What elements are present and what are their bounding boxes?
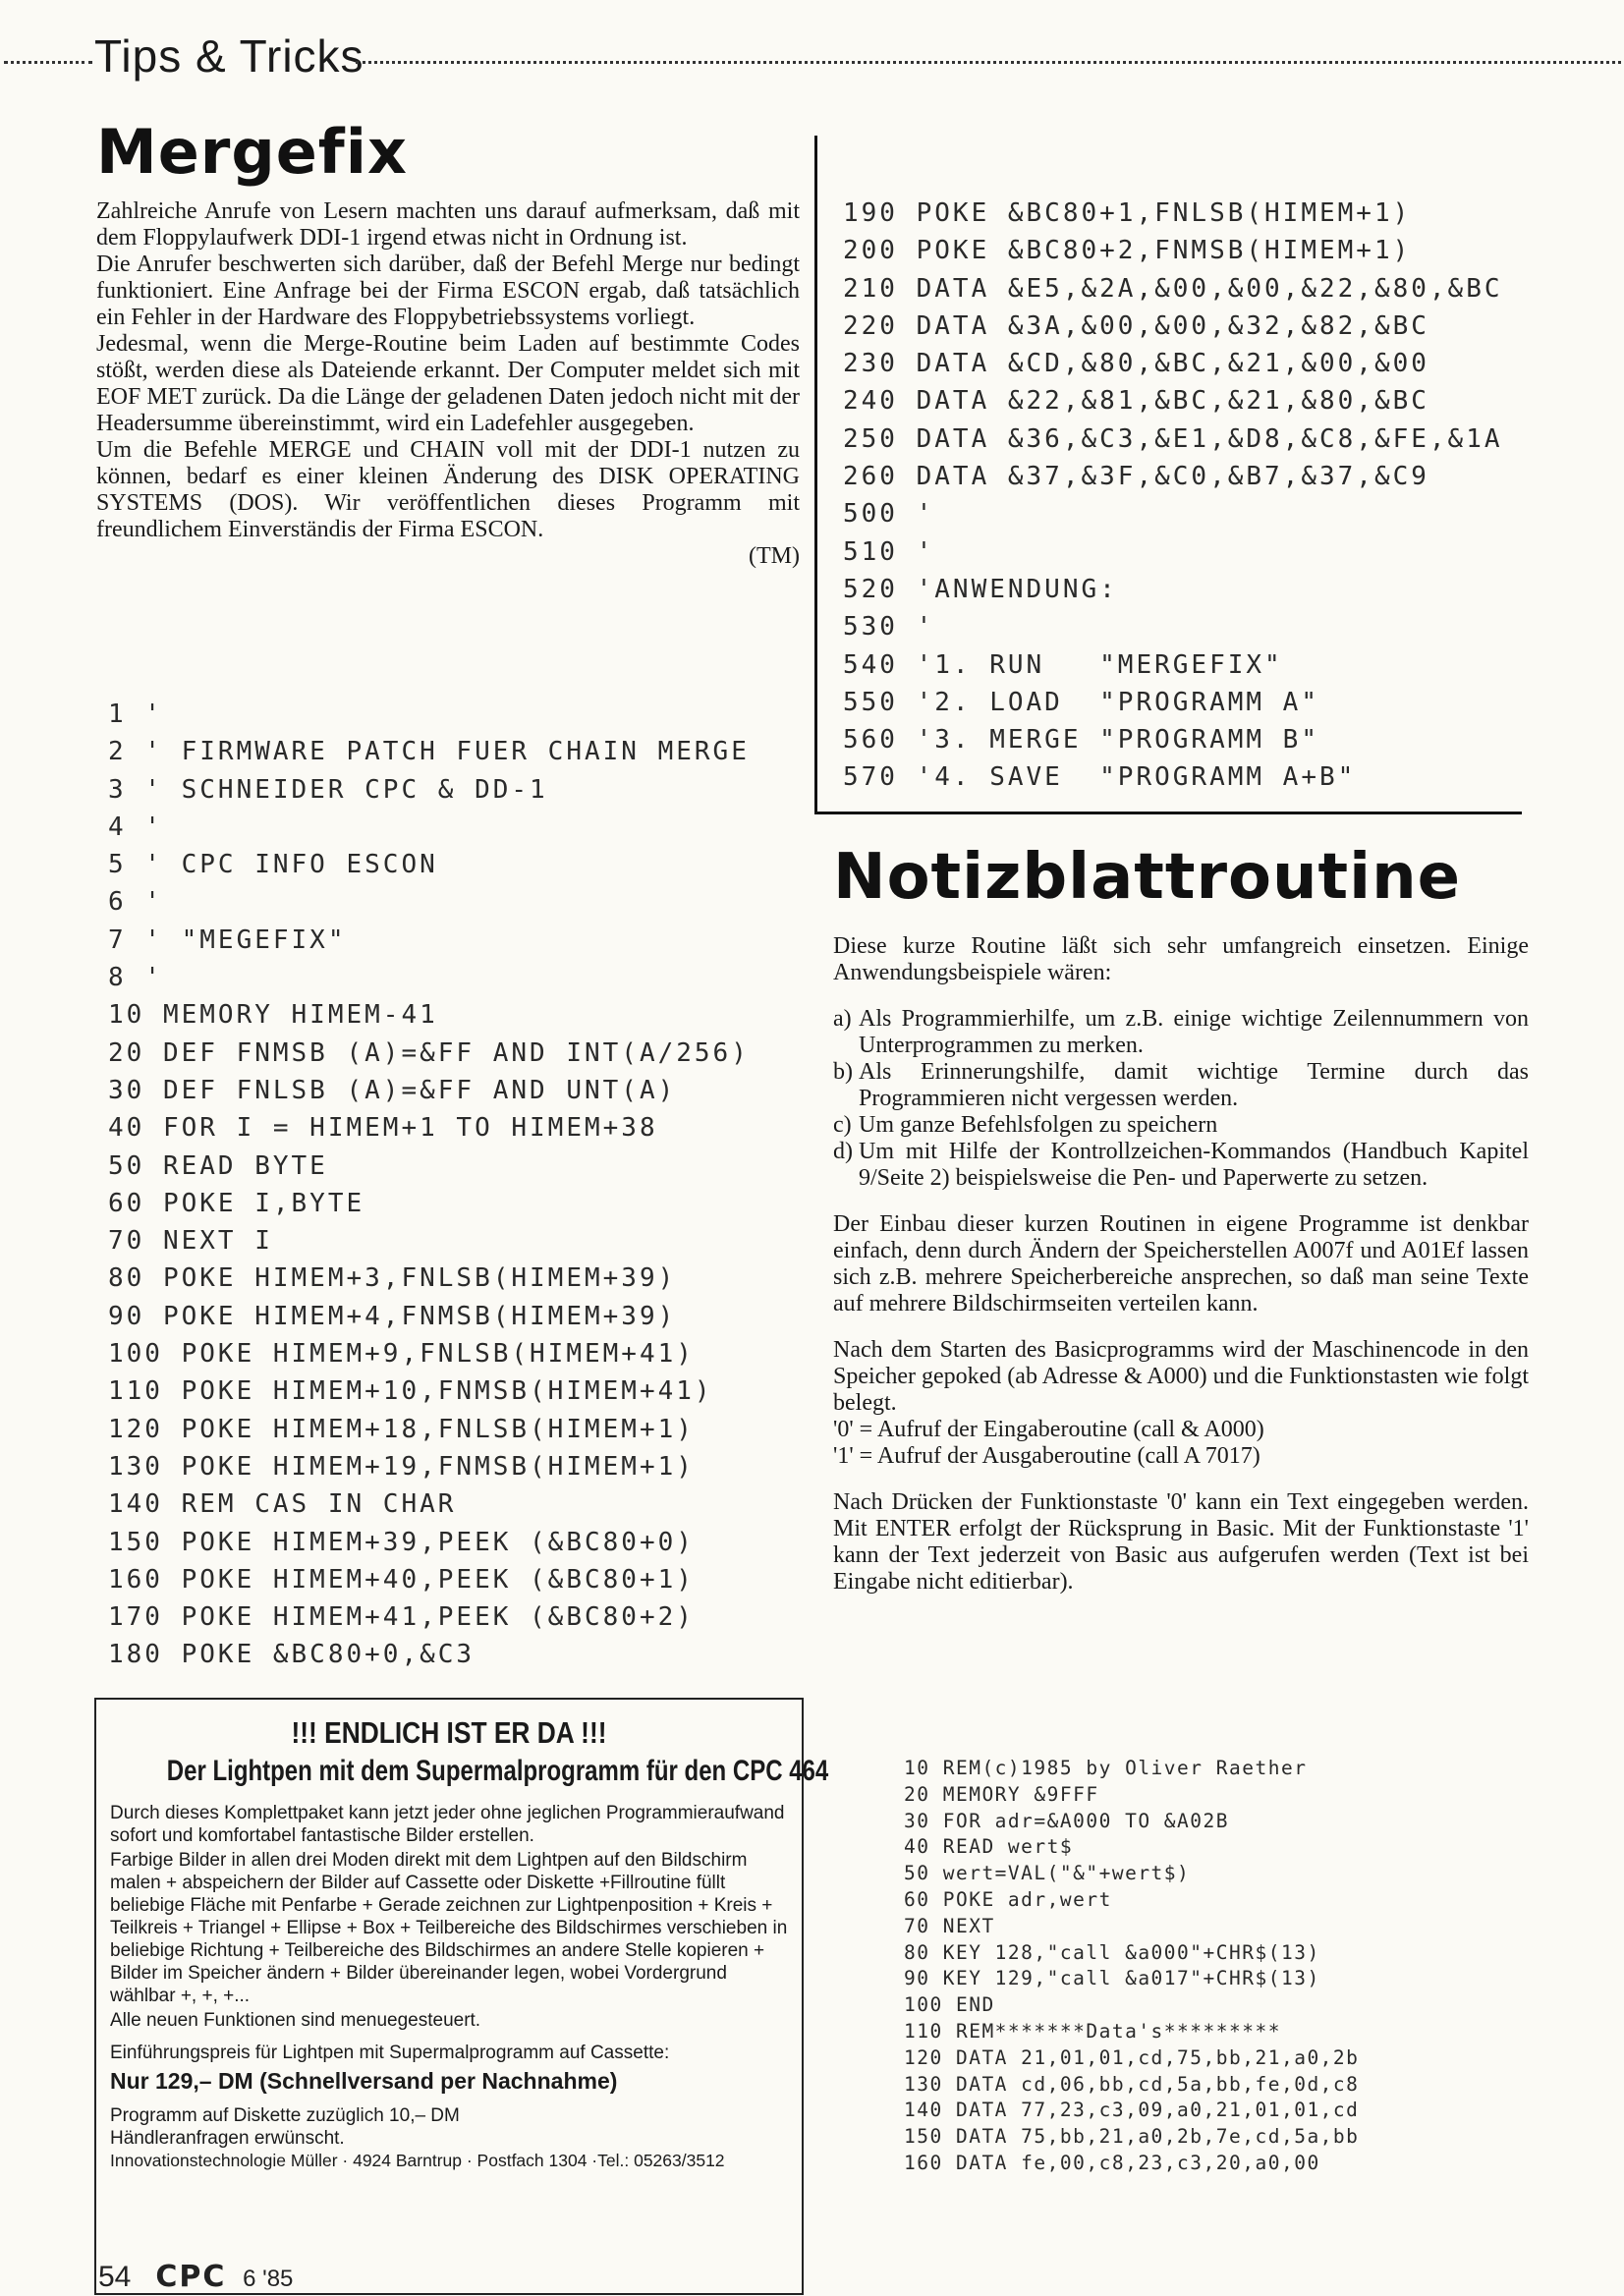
code-line: 30 FOR adr=&A000 TO &A02B: [904, 1809, 1229, 1832]
list-marker: d): [833, 1139, 853, 1164]
code-line: 50 READ BYTE: [108, 1150, 328, 1181]
code-line: 240 DATA &22,&81,&BC,&21,&80,&BC: [843, 386, 1429, 417]
code-line: 210 DATA &E5,&2A,&00,&00,&22,&80,&BC: [843, 273, 1503, 304]
code-line: 130 POKE HIMEM+19,FNMSB(HIMEM+1): [108, 1451, 695, 1482]
code-line: 50 wert=VAL("&"+wert$): [904, 1862, 1191, 1885]
code-line: 20 DEF FNMSB (A)=&FF AND INT(A/256): [108, 1037, 750, 1068]
code-line: 60 POKE I,BYTE: [108, 1188, 365, 1218]
code-line: 30 DEF FNLSB (A)=&FF AND UNT(A): [108, 1075, 677, 1105]
notizblatt-intro: Diese kurze Routine läßt sich sehr umfangreich einsetzen. Einige Anwendungsbeispiele wären:: [833, 933, 1529, 985]
code-line: 160 POKE HIMEM+40,PEEK (&BC80+1): [108, 1564, 695, 1595]
code-line: 100 END: [904, 1993, 995, 2017]
header-dotted-rule-left: [4, 61, 92, 66]
code-line: 110 REM*******Data's*********: [904, 2019, 1281, 2043]
code-line: 10 MEMORY HIMEM-41: [108, 1000, 438, 1031]
ad-price-intro: Einführungspreis für Lightpen mit Supermalprogramm auf Cassette:: [110, 2043, 670, 2063]
code-line: 3 ' SCHNEIDER CPC & DD-1: [108, 774, 548, 805]
mergefix-paragraph: Um die Befehle MERGE und CHAIN voll mit der DDI-1 nutzen zu können, bedarf es einer kleinen Änderung des DISK OPERATING SYSTEMS (DOS). Wir veröffentlichen dieses Programm mit freundlichem Einverständis der Firma ESCON.: [96, 437, 800, 542]
mergefix-body: [96, 198, 800, 570]
section-divider: [814, 812, 1522, 814]
lightpen-advertisement: [94, 1698, 829, 2295]
code-line: 510 ': [843, 536, 935, 567]
code-line: 140 REM CAS IN CHAR: [108, 1489, 457, 1520]
notizblatt-paragraph: Nach Drücken der Funktionstaste '0' kann ein Text eingegeben werden. Mit ENTER erfolgt der Rücksprung in Basic. Mit der Funktionstaste '1' kann der Text jederzeit von Basic aus aufgerufen werden (Text ist bei Eingabe nicht editierbar).: [833, 1489, 1529, 1595]
code-line: 100 POKE HIMEM+9,FNLSB(HIMEM+41): [108, 1339, 695, 1370]
code-line: 120 DATA 21,01,01,cd,75,bb,21,a0,2b: [904, 2045, 1360, 2069]
code-line: 160 DATA fe,00,c8,23,c3,20,a0,00: [904, 2151, 1320, 2174]
code-line: 500 ': [843, 499, 935, 530]
magazine-logo: CPC: [155, 2260, 227, 2294]
code-line: 20 MEMORY &9FFF: [904, 1782, 1099, 1806]
code-line: 80 POKE HIMEM+3,FNLSB(HIMEM+39): [108, 1263, 677, 1294]
code-line: 130 DATA cd,06,bb,cd,5a,bb,fe,0d,c8: [904, 2072, 1360, 2096]
code-line: 250 DATA &36,&C3,&E1,&D8,&C8,&FE,&1A: [843, 423, 1503, 454]
ad-text: Durch dieses Komplettpaket kann jetzt jeder ohne jeglichen Programmieraufwand sofort und komfortabel fantastische Bilder erstellen.: [110, 1803, 785, 1846]
code-line: 220 DATA &3A,&00,&00,&32,&82,&BC: [843, 310, 1429, 341]
code-line: 230 DATA &CD,&80,&BC,&21,&00,&00: [843, 349, 1429, 379]
use-case-item: [833, 1112, 1529, 1139]
code-line: 6 ': [108, 887, 163, 918]
code-line: 1 ': [108, 700, 163, 729]
code-line: 550 '2. LOAD "PROGRAMM A": [843, 687, 1319, 717]
code-line: 90 KEY 129,"call &a017"+CHR$(13): [904, 1967, 1320, 1990]
mergefix-listing-part2: [843, 195, 1503, 797]
notizblatt-listing: [904, 1755, 1359, 2176]
use-case-list: [833, 1006, 1529, 1192]
notizblatt-body: [833, 933, 1529, 1596]
key-assignment: '1' = Aufruf der Ausgaberoutine (call A 7017): [833, 1443, 1260, 1469]
mergefix-paragraph: Jedesmal, wenn die Merge-Routine beim Laden auf bestimmte Codes stößt, werden diese als Dateiende erkannt. Der Computer meldet sich mit EOF MET zurück. Da die Länge der geladenen Daten jedoch nicht mit der Headersumme übereinstimmt, wird ein Ladefehler ausgegeben.: [96, 331, 800, 436]
ad-dealer-note: Händleranfragen erwünscht.: [110, 2128, 345, 2149]
code-line: 2 ' FIRMWARE PATCH FUER CHAIN MERGE: [108, 737, 750, 767]
list-text: Um mit Hilfe der Kontrollzeichen-Kommandos (Handbuch Kapitel 9/Seite 2) beispielsweise die Pen- und Paperwerte zu setzen.: [859, 1139, 1529, 1191]
page-number: 54: [98, 2261, 132, 2293]
code-line: 70 NEXT I: [108, 1226, 273, 1257]
use-case-item: [833, 1139, 1529, 1192]
code-line: 520 'ANWENDUNG:: [843, 574, 1118, 604]
list-marker: b): [833, 1059, 853, 1085]
ad-disk-note: Programm auf Diskette zuzüglich 10,– DM: [110, 2105, 460, 2126]
code-line: 10 REM(c)1985 by Oliver Raether: [904, 1757, 1308, 1779]
mergefix-paragraph: Zahlreiche Anrufe von Lesern machten uns darauf aufmerksam, daß mit dem Floppylaufwerk DDI-1 irgend etwas nicht in Ordnung ist.: [96, 198, 800, 251]
code-line: 140 DATA 77,23,c3,09,a0,21,01,01,cd: [904, 2099, 1360, 2122]
code-line: 90 POKE HIMEM+4,FNMSB(HIMEM+39): [108, 1301, 677, 1331]
header-dotted-rule-right: [356, 61, 1621, 66]
code-line: 80 KEY 128,"call &a000"+CHR$(13): [904, 1940, 1320, 1964]
code-line: 170 POKE HIMEM+41,PEEK (&BC80+2): [108, 1602, 695, 1633]
list-text: Um ganze Befehlsfolgen zu speichern: [859, 1112, 1218, 1138]
code-line: 40 FOR I = HIMEM+1 TO HIMEM+38: [108, 1113, 658, 1144]
notizblatt-paragraph: Nach dem Starten des Basicprogramms wird der Maschinencode in den Speicher gepoked (ab Adresse & A000) und die Funktionstasten wie folgt belegt.: [833, 1337, 1529, 1416]
article-title-notizblatt: Notizblattroutine: [833, 841, 1462, 914]
list-marker: c): [833, 1112, 852, 1138]
use-case-item: [833, 1059, 1529, 1112]
code-line: 260 DATA &37,&3F,&C0,&B7,&37,&C9: [843, 462, 1429, 492]
code-line: 150 POKE HIMEM+39,PEEK (&BC80+0): [108, 1527, 695, 1557]
notizblatt-paragraph: Der Einbau dieser kurzen Routinen in eigene Programme ist denkbar einfach, denn durch Ändern der Speicherstellen A007f und A01Ef lassen sich z.B. mehrere Speicherbereiche ansprechen, so daß man seine Texte auf mehrere Bildschirmseiten verteilen kann.: [833, 1211, 1529, 1316]
use-case-item: [833, 1006, 1529, 1059]
mergefix-paragraph: Die Anrufer beschwerten sich darüber, daß der Befehl Merge nur bedingt funktioniert. Eine Anfrage bei der Firma ESCON ergab, daß tatsächlich ein Fehler in der Hardware des Floppybetriebssystems vorliegt.: [96, 252, 800, 330]
article-title-mergefix: Mergefix: [96, 116, 408, 188]
ad-price: Nur 129,– DM (Schnellversand per Nachnahme): [110, 2068, 618, 2094]
mergefix-listing-part1: [108, 696, 750, 1674]
code-line: 180 POKE &BC80+0,&C3: [108, 1640, 476, 1670]
code-line: 200 POKE &BC80+2,FNMSB(HIMEM+1): [843, 236, 1412, 266]
ad-text: Alle neuen Funktionen sind menuegesteuert.: [110, 2010, 481, 2031]
code-line: 4 ': [108, 812, 163, 842]
section-title: Tips & Tricks: [94, 30, 364, 82]
list-marker: a): [833, 1006, 852, 1032]
page-footer: [98, 2260, 293, 2294]
code-line: 560 '3. MERGE "PROGRAMM B": [843, 725, 1319, 756]
code-line: 190 POKE &BC80+1,FNLSB(HIMEM+1): [843, 198, 1412, 228]
code-line: 540 '1. RUN "MERGEFIX": [843, 649, 1283, 680]
key-assignment: '0' = Aufruf der Eingaberoutine (call & A000): [833, 1417, 1264, 1442]
code-line: 570 '4. SAVE "PROGRAMM A+B": [843, 762, 1357, 793]
ad-headline: !!! ENDLICH IST ER DA !!!: [291, 1715, 607, 1750]
code-line: 60 POKE adr,wert: [904, 1887, 1112, 1911]
column-divider: [814, 136, 817, 812]
code-line: 150 DATA 75,bb,21,a0,2b,7e,cd,5a,bb: [904, 2125, 1360, 2149]
code-line: 8 ': [108, 963, 163, 993]
code-line: 70 NEXT: [904, 1914, 995, 1937]
code-line: 40 READ wert$: [904, 1835, 1074, 1859]
ad-text: Farbige Bilder in allen drei Moden direkt mit dem Lightpen auf den Bildschirm malen + abspeichern der Bilder auf Cassette oder Diskette +Fillroutine füllt beliebige Fläche mit Penfarbe + Gerade zeichnen zur Lightpenposition + Kreis + Teilkreis + Triangel + Ellipse + Box + Teilbereiche des Bildschirmes verschieben in beliebige Richtung + Teilbereiche des Bildschirmes an andere Stelle kopieren + Bilder im Speicher ändern + Bilder übereinander legen, wobei Vordergrund wählbar +, +, +...: [110, 1850, 788, 2006]
code-line: 110 POKE HIMEM+10,FNMSB(HIMEM+41): [108, 1376, 713, 1407]
ad-subheadline: Der Lightpen mit dem Supermalprogramm für den CPC 464: [166, 1755, 829, 1787]
list-text: Als Erinnerungshilfe, damit wichtige Termine durch das Programmieren nicht vergessen werden.: [859, 1059, 1529, 1111]
code-line: 5 ' CPC INFO ESCON: [108, 850, 438, 880]
list-text: Als Programmierhilfe, um z.B. einige wichtige Zeilennummern von Unterprogrammen zu merken.: [859, 1006, 1529, 1058]
issue-label: 6 '85: [243, 2266, 294, 2292]
code-line: 530 ': [843, 612, 935, 643]
ad-address: Innovationstechnologie Müller · 4924 Barntrup · Postfach 1304 ·Tel.: 05263/3512: [110, 2151, 725, 2170]
code-line: 120 POKE HIMEM+18,FNLSB(HIMEM+1): [108, 1414, 695, 1444]
code-line: 7 ' "MEGEFIX": [108, 924, 347, 955]
author-signature: (TM): [749, 543, 800, 569]
